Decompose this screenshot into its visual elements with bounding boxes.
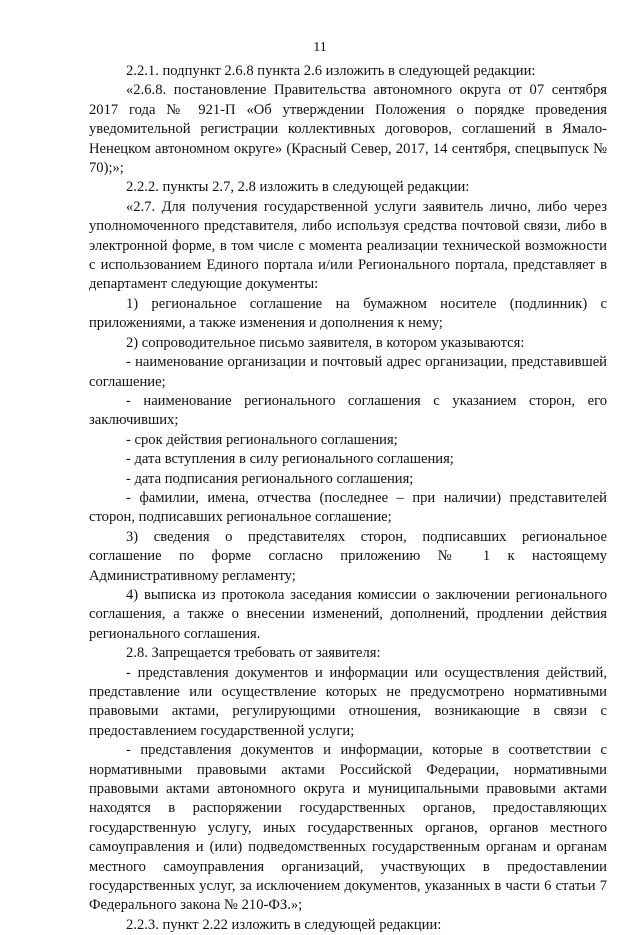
sub-item-signatories: - фамилии, имена, отчества (последнее – при наличии) представителей сторон, подписавших региональное соглашение; [89,489,607,526]
sub-item-organization: - наименование организации и почтовый адрес организации, представившей соглашение; [89,354,607,390]
paragraph-2-2-3: 2.2.3. пункт 2.22 изложить в следующей редакции: [126,916,442,933]
list-item-3: 3) сведения о представителях сторон, подписавших региональное соглашение по форме согласно приложению № 1 к настоящему Административному регламенту; [89,528,607,584]
prohibition-item-2: - представления документов и информации, которые в соответствии с нормативными правовыми актами Российской Федерации, нормативными правовыми актами автономного округа и муниципальными правовыми актами находятся в распоряжении государственных органов, предоставляющих государственную услугу, иных государственных органов, органов местного самоуправления и (или) подведомственных государственным органам и органам местного самоуправления организаций, участвующих в предоставлении государственных услуг, за исключением документов, указанных в части 6 статьи 7 Федерального закона № 210-ФЗ.»; [89,742,607,914]
document-body [89,62,607,935]
prohibition-item-1: - представления документов и информации или осуществления действий, представление или осуществление которых не предусмотрено нормативными правовыми актами, регулирующими отношения, возникающие в связи с предоставлением государственной услуги; [89,664,607,739]
paragraph-2-7: «2.7. Для получения государственной услуги заявитель лично, либо через уполномоченного представителя, либо используя средства почтовой связи, либо в электронной форме, в том числе с момента реализации технической возможности с использованием Единого портала и/или Регионального портала, представляет в департамент следующие документы: [89,198,607,293]
sub-item-effective-date: - дата вступления в силу регионального соглашения; [126,451,454,468]
sub-item-signing-date: - дата подписания регионального соглашения; [126,470,414,487]
list-item-2: 2) сопроводительное письмо заявителя, в котором указываются: [126,334,525,351]
list-item-1: 1) региональное соглашение на бумажном носителе (подлинник) с приложениями, а также изменения и дополнения к нему; [89,295,607,332]
paragraph-2-2-1: 2.2.1. подпункт 2.6.8 пункта 2.6 изложить в следующей редакции: [126,63,536,79]
sub-item-term: - срок действия регионального соглашения; [126,431,398,448]
list-item-4: 4) выписка из протокола заседания комиссии о заключении регионального соглашения, а также о внесении изменений, дополнений, продлении действия регионального соглашения. [89,586,607,642]
page-number: 11 [313,40,327,55]
paragraph-2-2-2: 2.2.2. пункты 2.7, 2.8 изложить в следующей редакции: [126,179,470,196]
paragraph-2-6-8: «2.6.8. постановление Правительства автономного округа от 07 сентября 2017 года № 921-П «Об утверждении Положения о порядке проведения уведомительной регистрации коллективных договоров, соглашений в Ямало-Ненецком автономном округе» (Красный Север, 2017, 14 сентября, спецвыпуск № 70);»; [89,82,607,177]
sub-item-agreement-name: - наименование регионального соглашения с указанием сторон, его заключивших; [89,392,607,429]
paragraph-2-8: 2.8. Запрещается требовать от заявителя: [126,645,381,662]
